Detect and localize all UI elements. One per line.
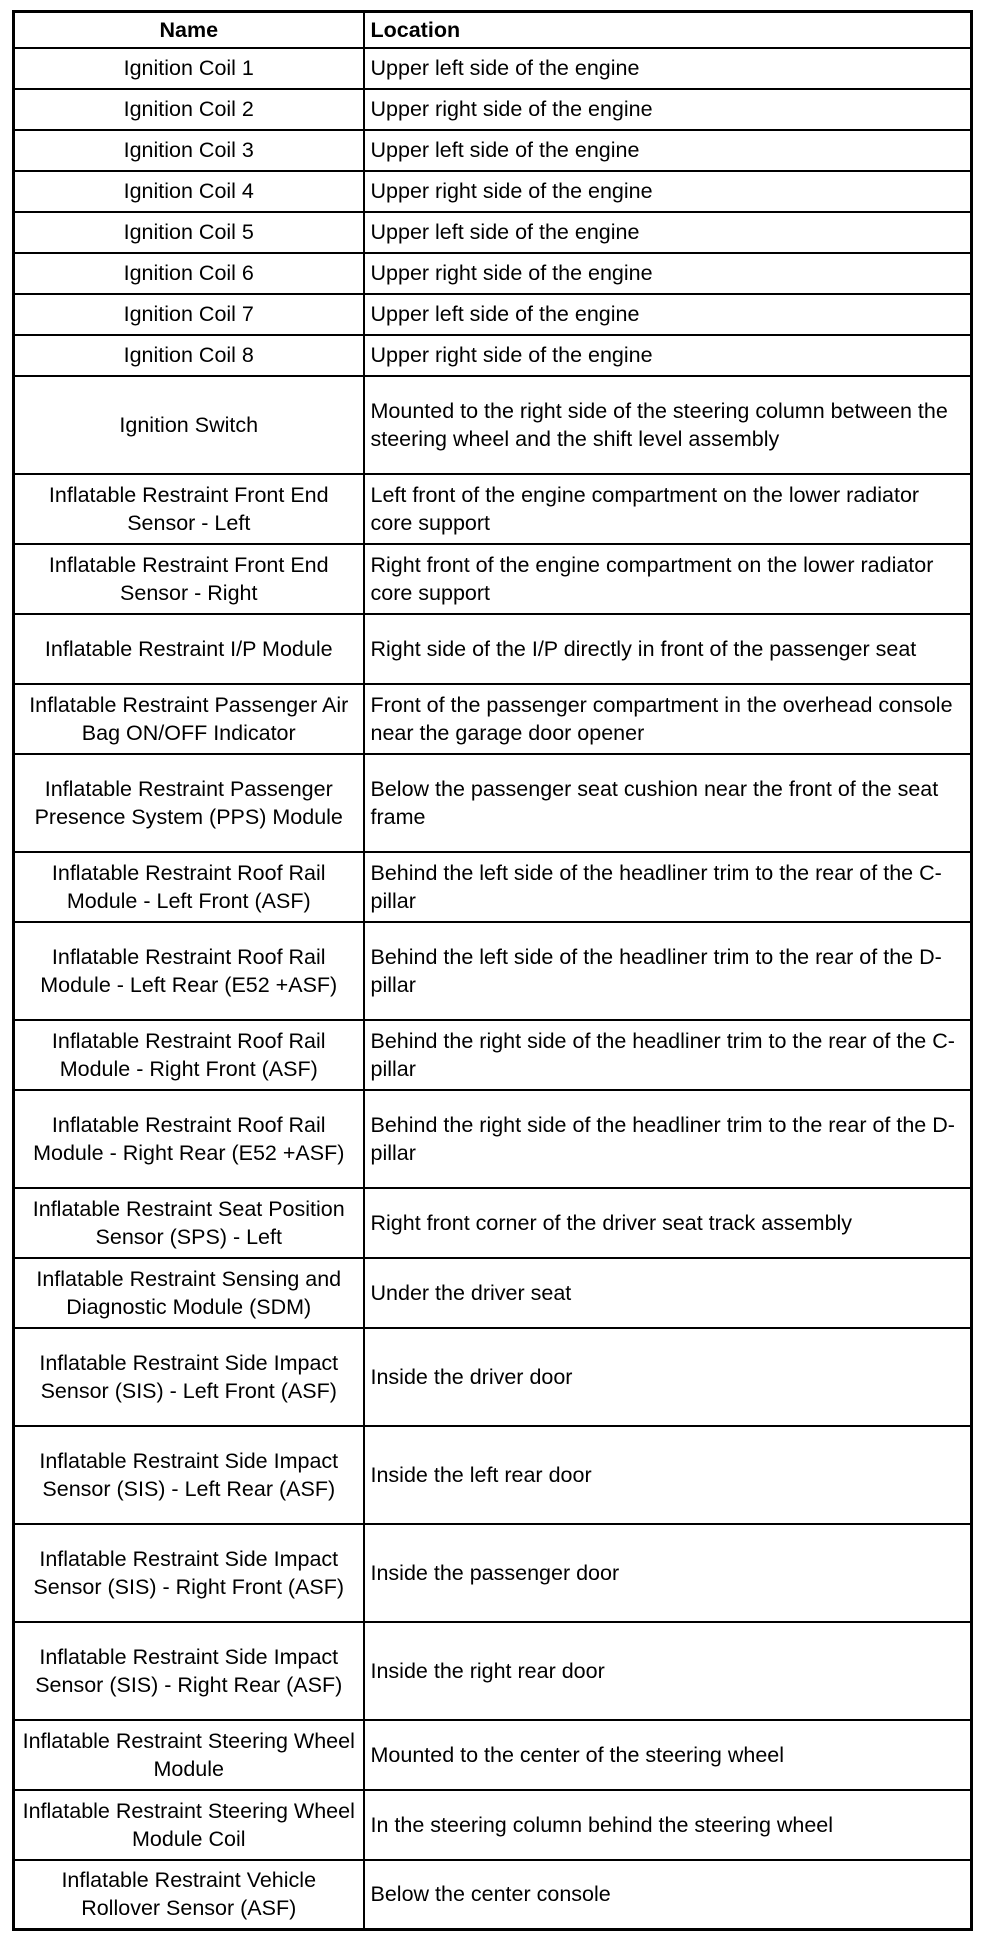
component-location-cell: Behind the left side of the headliner trim to the rear of the D-pillar: [364, 922, 972, 1020]
table-row: [14, 1524, 972, 1622]
component-name-cell: Inflatable Restraint Roof Rail Module - Left Front (ASF): [14, 852, 364, 922]
column-header-name: Name: [14, 12, 364, 48]
component-name-cell: Inflatable Restraint Side Impact Sensor (SIS) - Right Rear (ASF): [14, 1622, 364, 1720]
component-name-cell: Inflatable Restraint Seat Position Sensor (SPS) - Left: [14, 1188, 364, 1258]
table-row: [14, 294, 972, 335]
table-row: [14, 171, 972, 212]
component-location-cell: Mounted to the right side of the steering column between the steering wheel and the shift level assembly: [364, 376, 972, 474]
component-name-cell: Ignition Switch: [14, 376, 364, 474]
component-name-cell: Ignition Coil 1: [14, 48, 364, 89]
component-location-cell: Behind the right side of the headliner trim to the rear of the D-pillar: [364, 1090, 972, 1188]
table-row: [14, 754, 972, 852]
component-name-cell: Inflatable Restraint Front End Sensor - Left: [14, 474, 364, 544]
table-row: [14, 922, 972, 1020]
component-location-cell: Inside the left rear door: [364, 1426, 972, 1524]
table-row: [14, 1860, 972, 1930]
component-location-cell: Inside the right rear door: [364, 1622, 972, 1720]
component-name-cell: Inflatable Restraint Passenger Air Bag ON/OFF Indicator: [14, 684, 364, 754]
component-location-cell: Behind the right side of the headliner trim to the rear of the C-pillar: [364, 1020, 972, 1090]
component-name-cell: Ignition Coil 6: [14, 253, 364, 294]
component-location-cell: Left front of the engine compartment on the lower radiator core support: [364, 474, 972, 544]
component-location-cell: Upper right side of the engine: [364, 335, 972, 376]
component-location-cell: Front of the passenger compartment in the overhead console near the garage door opener: [364, 684, 972, 754]
component-location-cell: Below the center console: [364, 1860, 972, 1930]
table-row: [14, 614, 972, 684]
component-name-cell: Inflatable Restraint Vehicle Rollover Sensor (ASF): [14, 1860, 364, 1930]
component-name-cell: Inflatable Restraint Steering Wheel Module Coil: [14, 1790, 364, 1860]
component-name-cell: Inflatable Restraint Side Impact Sensor (SIS) - Right Front (ASF): [14, 1524, 364, 1622]
component-location-cell: Upper left side of the engine: [364, 130, 972, 171]
component-location-cell: Upper right side of the engine: [364, 89, 972, 130]
component-name-cell: Inflatable Restraint Roof Rail Module - Right Rear (E52 +ASF): [14, 1090, 364, 1188]
component-name-cell: Inflatable Restraint Roof Rail Module - Left Rear (E52 +ASF): [14, 922, 364, 1020]
component-name-cell: Inflatable Restraint I/P Module: [14, 614, 364, 684]
table-row: [14, 130, 972, 171]
column-header-location: Location: [364, 12, 972, 48]
table-body: [14, 48, 972, 1930]
table-row: [14, 253, 972, 294]
table-row: [14, 852, 972, 922]
component-location-cell: Right front corner of the driver seat track assembly: [364, 1188, 972, 1258]
table-row: [14, 89, 972, 130]
component-location-table-container: [12, 10, 970, 1931]
component-name-cell: Inflatable Restraint Sensing and Diagnostic Module (SDM): [14, 1258, 364, 1328]
table-row: [14, 1020, 972, 1090]
component-name-cell: Ignition Coil 2: [14, 89, 364, 130]
table-row: [14, 1090, 972, 1188]
table-row: [14, 1790, 972, 1860]
component-location-cell: Upper left side of the engine: [364, 212, 972, 253]
table-row: [14, 1426, 972, 1524]
component-name-cell: Inflatable Restraint Front End Sensor - Right: [14, 544, 364, 614]
component-name-cell: Inflatable Restraint Side Impact Sensor (SIS) - Left Rear (ASF): [14, 1426, 364, 1524]
component-location-cell: Inside the driver door: [364, 1328, 972, 1426]
component-name-cell: Inflatable Restraint Roof Rail Module - Right Front (ASF): [14, 1020, 364, 1090]
table-row: [14, 376, 972, 474]
component-name-cell: Inflatable Restraint Side Impact Sensor (SIS) - Left Front (ASF): [14, 1328, 364, 1426]
table-row: [14, 1622, 972, 1720]
component-name-cell: Ignition Coil 4: [14, 171, 364, 212]
component-location-cell: Upper right side of the engine: [364, 253, 972, 294]
table-row: [14, 1720, 972, 1790]
table-row: [14, 544, 972, 614]
component-location-cell: Right side of the I/P directly in front of the passenger seat: [364, 614, 972, 684]
component-location-cell: Upper left side of the engine: [364, 48, 972, 89]
table-row: [14, 1188, 972, 1258]
table-row: [14, 212, 972, 253]
component-location-cell: Behind the left side of the headliner trim to the rear of the C-pillar: [364, 852, 972, 922]
component-location-cell: Upper right side of the engine: [364, 171, 972, 212]
component-location-table: [12, 10, 973, 1931]
component-name-cell: Inflatable Restraint Passenger Presence System (PPS) Module: [14, 754, 364, 852]
component-location-cell: Right front of the engine compartment on the lower radiator core support: [364, 544, 972, 614]
table-row: [14, 684, 972, 754]
table-header-row: [14, 12, 972, 48]
component-location-cell: Below the passenger seat cushion near the front of the seat frame: [364, 754, 972, 852]
table-row: [14, 474, 972, 544]
component-name-cell: Ignition Coil 3: [14, 130, 364, 171]
component-name-cell: Ignition Coil 8: [14, 335, 364, 376]
component-location-cell: Mounted to the center of the steering wheel: [364, 1720, 972, 1790]
component-name-cell: Inflatable Restraint Steering Wheel Module: [14, 1720, 364, 1790]
table-row: [14, 48, 972, 89]
table-row: [14, 1328, 972, 1426]
table-row: [14, 1258, 972, 1328]
component-name-cell: Ignition Coil 5: [14, 212, 364, 253]
component-location-cell: In the steering column behind the steering wheel: [364, 1790, 972, 1860]
component-location-cell: Upper left side of the engine: [364, 294, 972, 335]
component-location-cell: Inside the passenger door: [364, 1524, 972, 1622]
table-row: [14, 335, 972, 376]
component-name-cell: Ignition Coil 7: [14, 294, 364, 335]
component-location-cell: Under the driver seat: [364, 1258, 972, 1328]
